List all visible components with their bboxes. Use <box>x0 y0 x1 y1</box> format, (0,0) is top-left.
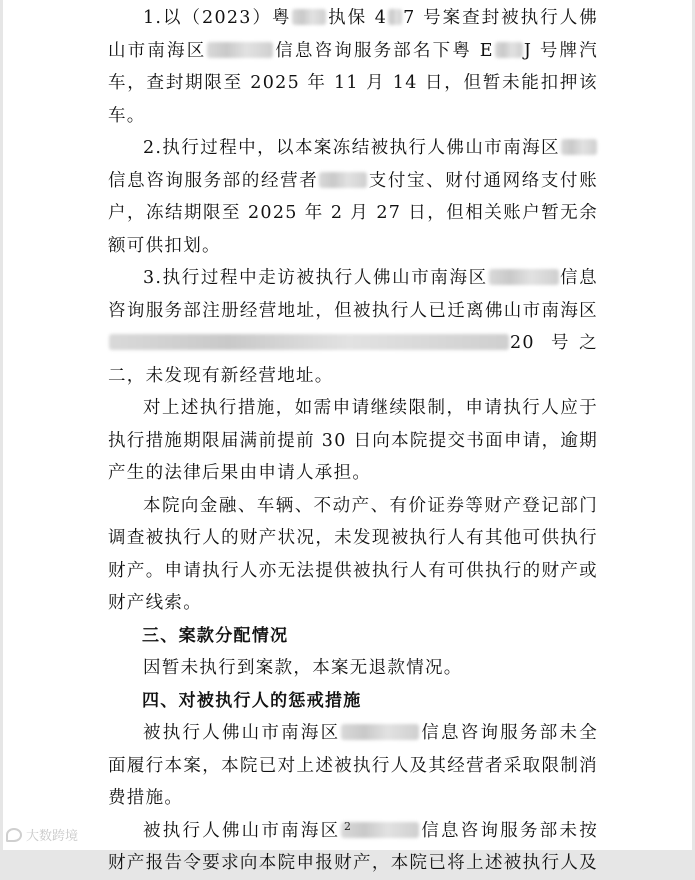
paragraph <box>108 2 598 132</box>
text-run: 本院向金融、车辆、不动产、有价证券等财产登记部门调查被执行人的财产状况，未发现被执行人有其他可供执行财产。申请执行人亦无法提供被执行人有可供执行的财产或财产线索。 <box>108 495 598 613</box>
text-run: 被执行人佛山市南海区 <box>143 820 341 841</box>
paragraph <box>108 652 598 685</box>
text-run: 信息咨询服务部未全面履行本案，本院已对上述被执行人及其经营者采取限制消费措施。 <box>108 723 599 808</box>
watermark-text: 大数跨境 <box>26 829 79 844</box>
text-run: 3.执行过程中走访被执行人佛山市南海区 <box>143 268 488 288</box>
redaction-mark <box>495 42 523 58</box>
page-number: 2 <box>344 820 351 833</box>
redaction-mark <box>489 269 559 285</box>
text-run: 20 号之二，未发现有新经营地址。 <box>108 333 598 386</box>
text-run: 三、案款分配情况 <box>142 625 289 646</box>
text-run: 因暂未执行到案款，本案无退款情况。 <box>143 658 463 678</box>
document-body <box>108 2 598 880</box>
document-page <box>3 0 692 873</box>
paragraph <box>108 132 598 262</box>
text-run: 信息咨询服务部名下粤 E <box>274 40 494 61</box>
redaction-mark <box>319 172 367 188</box>
text-run: J 号牌汽车，查封期限至 2025 年 11 月 14 日，但暂未能扣押该车。 <box>108 40 599 126</box>
section-heading <box>108 685 598 718</box>
redaction-mark <box>109 334 509 350</box>
section-heading <box>108 620 598 653</box>
redaction-mark <box>341 724 419 740</box>
text-run: 支付宝、财付通网络支付账户，冻结期限至 2025 年 2 月 27 日，但相关账户暂无余额可供扣划。 <box>108 170 598 256</box>
text-run: 对上述执行措施，如需申请继续限制，申请执行人应于执行措施期限届满前提前 30 日向本院提交书面申请，逾期产生的法律后果由申请人承担。 <box>108 398 598 483</box>
text-run: 信息咨询服务部未按财产报告令要求向本院申报财产，本院已将上述被执行人及 <box>108 820 599 873</box>
paragraph <box>108 392 598 490</box>
text-run: 1.以（2023）粤 <box>143 8 292 28</box>
redaction-mark <box>561 139 597 155</box>
redaction-mark <box>388 9 402 25</box>
paragraph <box>108 262 598 392</box>
paragraph <box>108 717 598 815</box>
text-run: 四、对被执行人的惩戒措施 <box>142 690 362 711</box>
watermark <box>6 825 78 844</box>
text-run: 7 号案查封被执行人佛山市南海区 <box>108 8 598 61</box>
text-run: 2.执行过程中，以本案冻结被执行人佛山市南海区 <box>143 138 560 158</box>
text-run: 信息咨询服务部的经营者 <box>108 170 319 191</box>
redaction-mark <box>292 9 326 25</box>
text-run: 执保 4 <box>327 8 388 28</box>
text-run: 被执行人佛山市南海区 <box>143 723 341 743</box>
text-run: 信息咨询服务部注册经营地址，但被执行人已迁离佛山市南海区 <box>108 268 598 321</box>
watermark-logo-icon <box>6 828 22 842</box>
redaction-mark <box>207 42 273 58</box>
paragraph <box>108 490 598 620</box>
